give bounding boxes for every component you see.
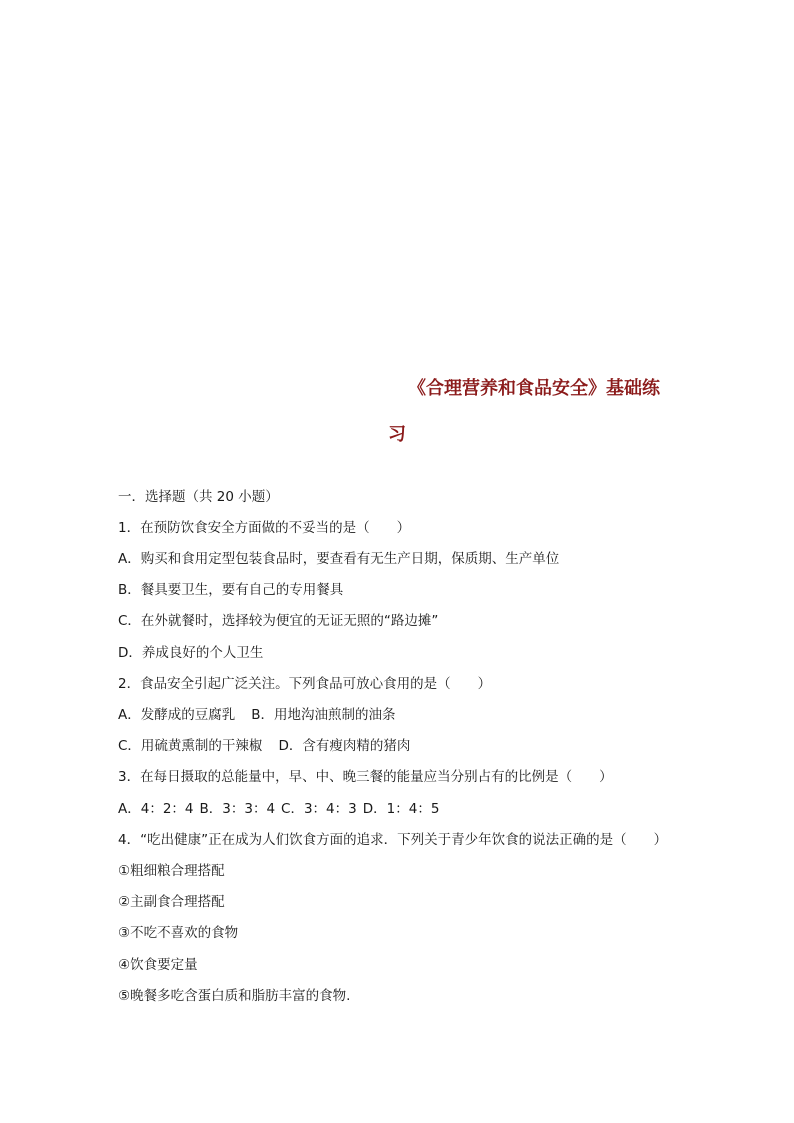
question-3-option-d: D．1：4：5 bbox=[362, 801, 440, 817]
question-2-option-c: C．用硫黄熏制的干辣椒 bbox=[118, 738, 263, 754]
question-4-item-3: ③不吃不喜欢的食物 bbox=[118, 925, 239, 941]
question-2-stem: 2．食品安全引起广泛关注。下列食品可放心食用的是（ ） bbox=[118, 676, 492, 692]
question-4-item-4: ④饮食要定量 bbox=[118, 957, 198, 973]
question-4-item-5: ⑤晚餐多吃含蛋白质和脂肪丰富的食物. bbox=[118, 988, 351, 1004]
question-1-option-d: D．养成良好的个人卫生 bbox=[118, 645, 264, 661]
question-1-option-a: A．购买和食用定型包装食品时，要查看有无生产日期，保质期、生产单位 bbox=[118, 551, 560, 567]
question-1-option-c: C．在外就餐时，选择较为便宜的无证无照的“路边摊” bbox=[118, 613, 439, 629]
question-3-options-row bbox=[118, 800, 439, 818]
document-title-line-1: 《合理营养和食品安全》基础练 bbox=[408, 378, 660, 399]
question-4-item-2: ②主副食合理搭配 bbox=[118, 894, 225, 910]
question-2-options-row-1 bbox=[118, 706, 396, 724]
question-1-option-b: B．餐具要卫生，要有自己的专用餐具 bbox=[118, 582, 344, 598]
question-4-item-1: ①粗细粮合理搭配 bbox=[118, 863, 225, 879]
question-2-option-d: D．含有瘦肉精的猪肉 bbox=[278, 738, 411, 754]
question-2-option-a: A．发酵成的豆腐乳 bbox=[118, 707, 236, 723]
section-heading: 一．选择题（共 20 小题） bbox=[118, 489, 279, 505]
document-title-line-2: 习 bbox=[388, 424, 406, 445]
question-2-option-b: B．用地沟油煎制的油条 bbox=[251, 707, 396, 723]
question-3-option-b: B．3：3：4 bbox=[199, 801, 276, 817]
question-4-stem: 4．“吃出健康”正在成为人们饮食方面的追求．下列关于青少年饮食的说法正确的是（ ） bbox=[118, 832, 668, 848]
question-3-stem: 3．在每日摄取的总能量中，早、中、晚三餐的能量应当分别占有的比例是（ ） bbox=[118, 769, 613, 785]
question-2-options-row-2 bbox=[118, 737, 410, 755]
question-3-option-a: A．4：2：4 bbox=[118, 801, 194, 817]
question-3-option-c: C．3：4：3 bbox=[281, 801, 357, 817]
question-1-stem: 1．在预防饮食安全方面做的不妥当的是（ ） bbox=[118, 520, 411, 536]
